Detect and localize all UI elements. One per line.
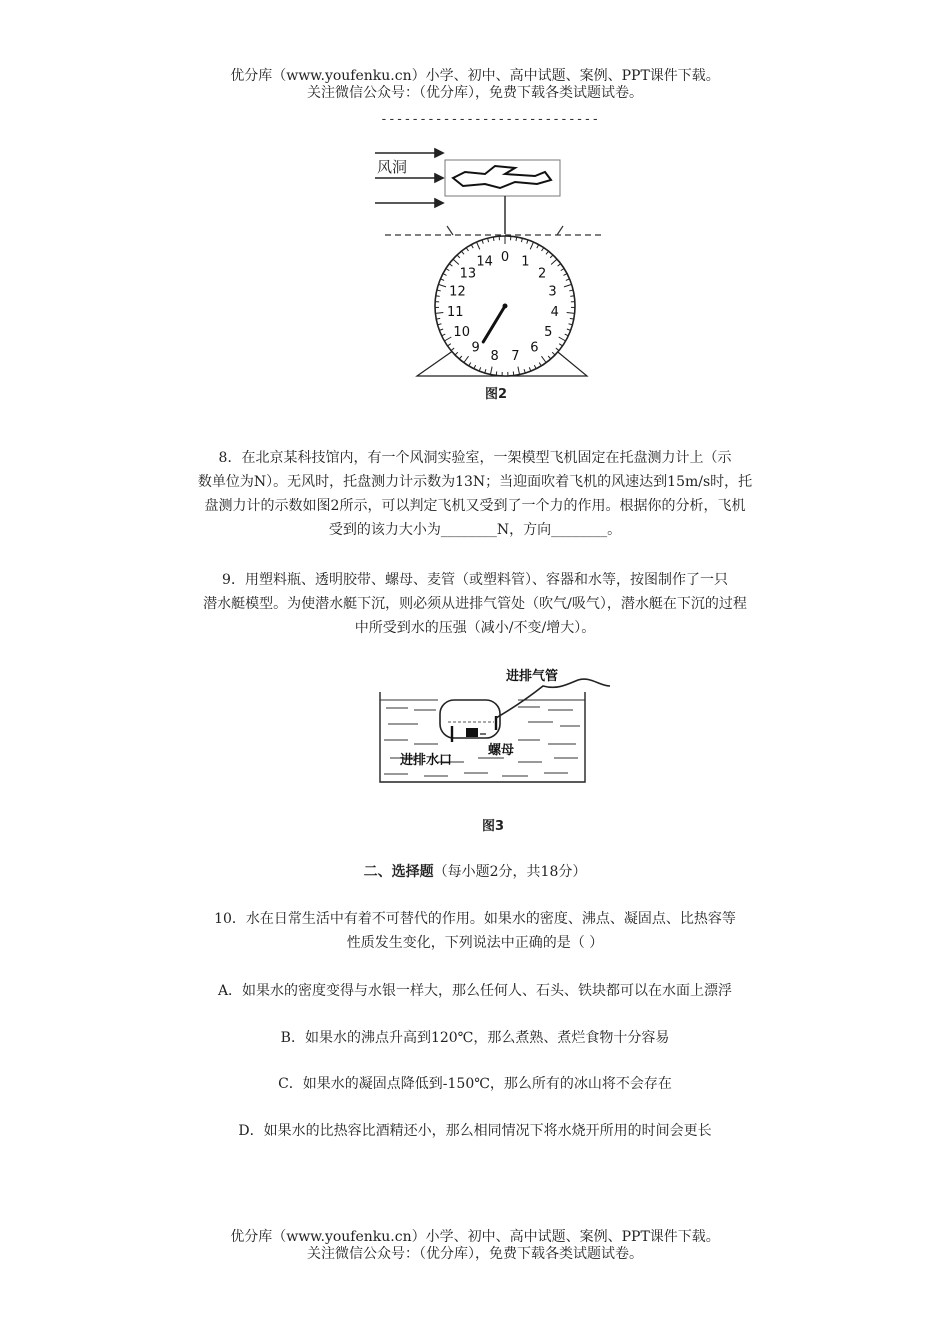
question-10	[140, 907, 810, 955]
q8-line-1: 8．在北京某科技馆内，有一个风洞实验室，一架模型飞机固定在托盘测力计上（示	[218, 450, 732, 466]
figure-2	[365, 140, 605, 380]
dial-number: 2	[538, 266, 547, 282]
q10-option-c: C．如果水的凝固点降低到-150℃，那么所有的冰山将不会存在	[278, 1076, 672, 1092]
air-tube	[496, 679, 610, 718]
dial-number: 13	[459, 266, 477, 282]
q9-line-1: 9．用塑料瓶、透明胶带、螺母、麦管（或塑料管）、容器和水等，按图制作了一只	[222, 572, 728, 588]
footer-line-1: 优分库（www.youfenku.cn）小学、初中、高中试题、案例、PPT课件下载。	[230, 1229, 720, 1245]
model-plane-icon	[453, 166, 551, 188]
footer-line-2: 关注微信公众号：（优分库），免费下载各类试题试卷。	[307, 1246, 643, 1262]
dial-number: 9	[471, 340, 480, 356]
nut-label: 螺母	[488, 743, 515, 758]
dial-number: 1	[521, 254, 530, 270]
section-2-title: 二、选择题	[363, 864, 434, 880]
q9-line-3: 中所受到水的压强（减小/不变/增大）。	[354, 620, 596, 636]
q9-line-2: 潜水艇模型。为使潜水艇下沉，则必须从进排气管处（吹气/吸气），潜水艇在下沉的过程	[203, 596, 747, 612]
header-line-1: 优分库（www.youfenku.cn）小学、初中、高中试题、案例、PPT课件下载。	[230, 68, 720, 84]
dial-number: 0	[500, 250, 510, 265]
question-9	[140, 568, 810, 640]
dial-number: 7	[511, 348, 520, 364]
nut	[466, 728, 478, 737]
q10-option-a: A．如果水的密度变得与水银一样大，那么任何人、石头、铁块都可以在水面上漂浮	[217, 983, 733, 999]
q10-line-1: 10．水在日常生活中有着不可替代的作用。如果水的密度、沸点、凝固点、比热容等	[214, 911, 736, 927]
q8-line-4: 受到的该力大小为________N，方向________。	[328, 522, 622, 538]
section-2-note: （每小题2分，共18分）	[433, 864, 587, 880]
figure-3-caption: 图3	[482, 819, 505, 834]
water-port-label: 进排水口	[400, 753, 453, 768]
air-tube-label: 进排气管	[506, 669, 559, 684]
dial-number: 11	[447, 305, 464, 321]
q10-option-b: B．如果水的沸点升高到120℃，那么煮熟、煮烂食物十分容易	[280, 1030, 670, 1046]
dial-number: 6	[530, 340, 539, 356]
page-footer	[0, 1229, 950, 1263]
dial-number: 8	[490, 348, 499, 364]
q10-option-d: D．如果水的比热容比酒精还小，那么相同情况下将水烧开所用的时间会更长	[238, 1123, 712, 1139]
wind-tunnel-label: 风洞	[377, 158, 408, 176]
dial-number: 10	[453, 325, 470, 340]
section-2-heading	[140, 860, 810, 884]
q8-line-2: 数单位为N）。无风时，托盘测力计示数为13N；当迎面吹着飞机的风速达到15m/s时，托	[197, 474, 753, 490]
question-8	[140, 446, 810, 542]
dial-number: 5	[544, 325, 553, 340]
q10-line-2: 性质发生变化，下列说法中正确的是（ ）	[346, 935, 604, 951]
figure-2-caption: 图2	[485, 387, 508, 402]
dial-number: 3	[548, 284, 557, 300]
header-line-2: 关注微信公众号：（优分库），免费下载各类试题试卷。	[307, 85, 643, 101]
figure-3	[378, 660, 618, 785]
dial-number: 12	[449, 284, 466, 300]
dial-number: 4	[550, 305, 559, 321]
plane-box	[445, 160, 560, 196]
q8-line-3: 盘测力计的示数如图2所示，可以判定飞机又受到了一个力的作用。根据你的分析，飞机	[204, 498, 746, 514]
dial-number: 14	[476, 254, 493, 270]
page-header	[0, 68, 950, 102]
divider: ----------------------------	[380, 112, 600, 127]
